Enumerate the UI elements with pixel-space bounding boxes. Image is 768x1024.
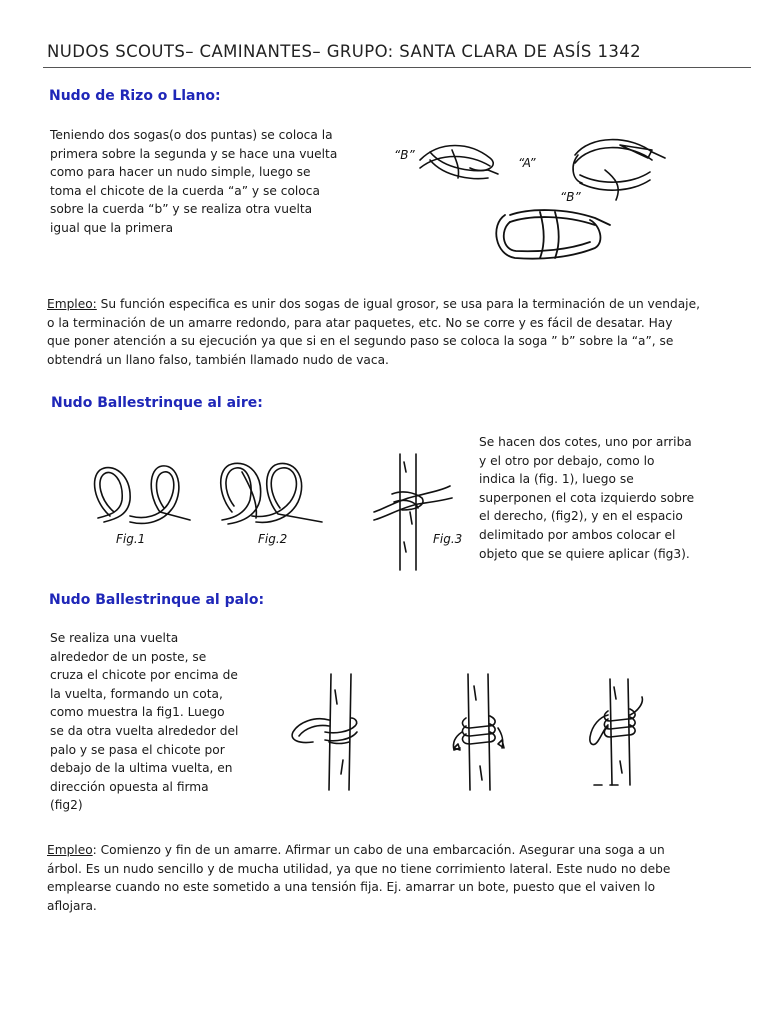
section-title-palo: Nudo Ballestrinque al palo: bbox=[49, 592, 265, 608]
reef-label-a1: “A” bbox=[518, 156, 536, 170]
document-header: NUDOS SCOUTS– CAMINANTES– GRUPO: SANTA CLARA DE ASÍS 1342 bbox=[47, 42, 642, 61]
clove-hitch-air-fig1 bbox=[90, 460, 200, 535]
clove-hitch-pole-fig1 bbox=[285, 670, 385, 795]
empleo-label: Empleo: bbox=[47, 297, 97, 311]
reef-knot-final bbox=[496, 210, 610, 259]
rizo-empleo bbox=[47, 295, 757, 369]
fig1-label: Fig.1 bbox=[116, 532, 146, 546]
fig3-label: Fig.3 bbox=[433, 532, 463, 546]
clove-hitch-pole-fig3 bbox=[580, 675, 660, 795]
aire-text: Se hacen dos cotes, uno por arriba y el otro por debajo, como lo indica la (fig. 1), luego se superponen el cota izquierdo sobre el derecho, (fig2), y en el espacio delimitado por ambos colocar el objeto que se quiere aplicar (fig3). bbox=[479, 435, 695, 561]
rizo-empleo-text: Su función especifica es unir dos sogas de igual grosor, se usa para la terminación de un vendaje, o la terminación de un amarre redondo, para atar paquetes, etc. No se corre y es fácil de desatar. Hay que poner atención a su ejecución ya que si en el segundo paso se coloca la soga ” b” sobre la “a”, se obtendrá un llano falso, también llamado nudo de vaca. bbox=[47, 297, 700, 367]
palo-empleo-label: Empleo bbox=[47, 843, 93, 857]
palo-empleo-text: : Comienzo y fin de un amarre. Afirmar un cabo de una embarcación. Asegurar una soga a un árbol. Es un nudo sencillo y de mucha utilidad, ya que no tiene corrimiento lateral. Este nudo no debe emplearse cuando no este sometido a una tensión fija. Ej. amarrar un bote, puesto que el vaiven lo aflojara. bbox=[47, 843, 671, 913]
reef-knot-step2 bbox=[573, 140, 665, 200]
clove-hitch-air-fig3 bbox=[372, 452, 472, 572]
clove-hitch-air-fig2 bbox=[212, 460, 342, 535]
palo-empleo bbox=[47, 841, 757, 915]
rizo-intro: Teniendo dos sogas(o dos puntas) se coloca la primera sobre la segunda y se hace una vuelta como para hacer un nudo simple, luego se toma el chicote de la cuerda “a” y se coloca sobre la cuerda “b” y se realiza otra vuelta igual que la primera bbox=[50, 128, 338, 235]
header-rule bbox=[43, 67, 751, 68]
reef-knot-step1 bbox=[420, 146, 498, 179]
fig2-label: Fig.2 bbox=[258, 532, 288, 546]
clove-hitch-pole-fig2 bbox=[440, 670, 530, 795]
section-title-rizo: Nudo de Rizo o Llano: bbox=[49, 88, 221, 104]
reef-label-b2: “B” bbox=[560, 190, 581, 204]
section-title-aire: Nudo Ballestrinque al aire: bbox=[51, 395, 263, 411]
reef-label-b1: “B” bbox=[394, 148, 415, 162]
reef-knot-illustration bbox=[390, 130, 690, 275]
palo-text: Se realiza una vuelta alrededor de un poste, se cruza el chicote por encima de la vuelta, formando un cota, como muestra la fig1. Luego se da otra vuelta alrededor del palo y se pasa el chicote por debajo de la ultima vuelta, en dirección opuesta al firma (fig2) bbox=[50, 631, 239, 813]
